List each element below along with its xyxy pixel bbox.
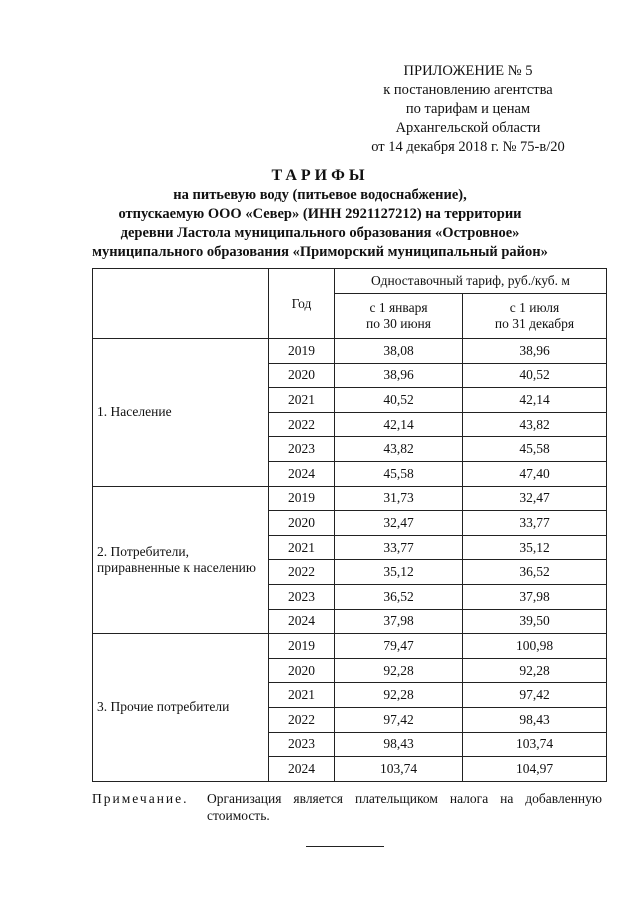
appendix-header xyxy=(340,62,596,157)
tariff-h2-cell: 35,12 xyxy=(463,535,607,560)
tariff-h2-cell: 42,14 xyxy=(463,388,607,413)
tariff-h1-cell: 97,42 xyxy=(335,707,463,732)
header-period-2-line: с 1 июля xyxy=(509,300,560,315)
year-cell: 2021 xyxy=(269,683,335,708)
header-period-1-line: с 1 января xyxy=(369,300,428,315)
year-cell: 2020 xyxy=(269,511,335,536)
tariff-h1-cell: 45,58 xyxy=(335,461,463,486)
category-label: приравненные к населению xyxy=(97,559,256,575)
year-cell: 2023 xyxy=(269,437,335,462)
tariff-h1-cell: 32,47 xyxy=(335,511,463,536)
appendix-line: к постановлению агентства xyxy=(383,82,553,98)
category-cell xyxy=(93,486,269,634)
title-line: муниципального образования «Приморский муниципальный район» xyxy=(92,244,548,260)
tariff-h1-cell: 42,14 xyxy=(335,412,463,437)
year-cell: 2021 xyxy=(269,535,335,560)
tariff-h1-cell: 92,28 xyxy=(335,683,463,708)
year-cell: 2024 xyxy=(269,609,335,634)
tariff-h1-cell: 79,47 xyxy=(335,634,463,659)
table-row xyxy=(93,634,607,659)
year-cell: 2020 xyxy=(269,363,335,388)
tariff-h1-cell: 40,52 xyxy=(335,388,463,413)
tariff-h1-cell: 36,52 xyxy=(335,584,463,609)
tariff-h1-cell: 103,74 xyxy=(335,757,463,782)
tariff-h1-cell: 98,43 xyxy=(335,732,463,757)
category-cell xyxy=(93,339,269,487)
header-period-2-line: по 31 декабря xyxy=(494,316,575,331)
title-line: отпускаемую ООО «Север» (ИНН 2921127212) на территории xyxy=(118,206,522,222)
tariff-h2-cell: 92,28 xyxy=(463,658,607,683)
appendix-date: от 14 декабря 2018 г. № 75-в/20 xyxy=(371,139,565,155)
tariff-table xyxy=(92,268,607,782)
category-cell xyxy=(93,634,269,782)
year-cell: 2020 xyxy=(269,658,335,683)
year-cell: 2019 xyxy=(269,339,335,364)
tariff-h2-cell: 38,96 xyxy=(463,339,607,364)
appendix-line: Архангельской области xyxy=(395,120,541,136)
tariff-h2-cell: 43,82 xyxy=(463,412,607,437)
tariff-h2-cell: 103,74 xyxy=(463,732,607,757)
tariff-h2-cell: 36,52 xyxy=(463,560,607,585)
appendix-line: по тарифам и ценам xyxy=(405,101,531,117)
tariff-h2-cell: 97,42 xyxy=(463,683,607,708)
year-cell: 2022 xyxy=(269,707,335,732)
year-cell: 2022 xyxy=(269,560,335,585)
tariff-h2-cell: 47,40 xyxy=(463,461,607,486)
note-text: Организация является плательщиком налога на добавленную стоимость. xyxy=(207,791,602,823)
year-cell: 2022 xyxy=(269,412,335,437)
year-cell: 2021 xyxy=(269,388,335,413)
tariff-h2-cell: 100,98 xyxy=(463,634,607,659)
category-label: 2. Потребители, xyxy=(97,543,189,559)
category-label: 1. Население xyxy=(97,404,172,420)
closing-rule xyxy=(306,846,384,847)
category-label: 3. Прочие потребители xyxy=(97,699,230,715)
tariff-h1-cell: 38,08 xyxy=(335,339,463,364)
tariff-h1-cell: 33,77 xyxy=(335,535,463,560)
header-period-2 xyxy=(463,294,607,339)
header-period-1 xyxy=(335,294,463,339)
appendix-number: ПРИЛОЖЕНИЕ № 5 xyxy=(403,63,533,79)
year-cell: 2024 xyxy=(269,757,335,782)
tariff-h2-cell: 40,52 xyxy=(463,363,607,388)
title-line: на питьевую воду (питьевое водоснабжение), xyxy=(173,187,467,203)
table-row xyxy=(93,486,607,511)
tariff-h2-cell: 33,77 xyxy=(463,511,607,536)
tariff-h1-cell: 31,73 xyxy=(335,486,463,511)
tariff-h1-cell: 92,28 xyxy=(335,658,463,683)
tariff-h1-cell: 35,12 xyxy=(335,560,463,585)
title-line: деревни Ластола муниципального образования «Островное» xyxy=(120,225,520,241)
table-row xyxy=(93,339,607,364)
tariff-h2-cell: 98,43 xyxy=(463,707,607,732)
year-cell: 2019 xyxy=(269,486,335,511)
note-label: Примечание. xyxy=(92,791,189,806)
header-tariff: Одноставочный тариф, руб./куб. м xyxy=(335,269,607,294)
header-period-1-line: по 30 июня xyxy=(366,316,431,331)
tariff-h2-cell: 104,97 xyxy=(463,757,607,782)
header-category-cell xyxy=(93,269,269,339)
year-cell: 2023 xyxy=(269,584,335,609)
title-main: ТАРИФЫ xyxy=(271,167,369,184)
year-cell: 2024 xyxy=(269,461,335,486)
tariff-h2-cell: 32,47 xyxy=(463,486,607,511)
year-cell: 2019 xyxy=(269,634,335,659)
header-year: Год xyxy=(269,269,335,339)
tariff-h2-cell: 37,98 xyxy=(463,584,607,609)
tariff-h1-cell: 37,98 xyxy=(335,609,463,634)
document-title xyxy=(40,166,600,262)
tariff-h2-cell: 39,50 xyxy=(463,609,607,634)
year-cell: 2023 xyxy=(269,732,335,757)
tariff-h1-cell: 43,82 xyxy=(335,437,463,462)
tariff-h2-cell: 45,58 xyxy=(463,437,607,462)
tariff-h1-cell: 38,96 xyxy=(335,363,463,388)
